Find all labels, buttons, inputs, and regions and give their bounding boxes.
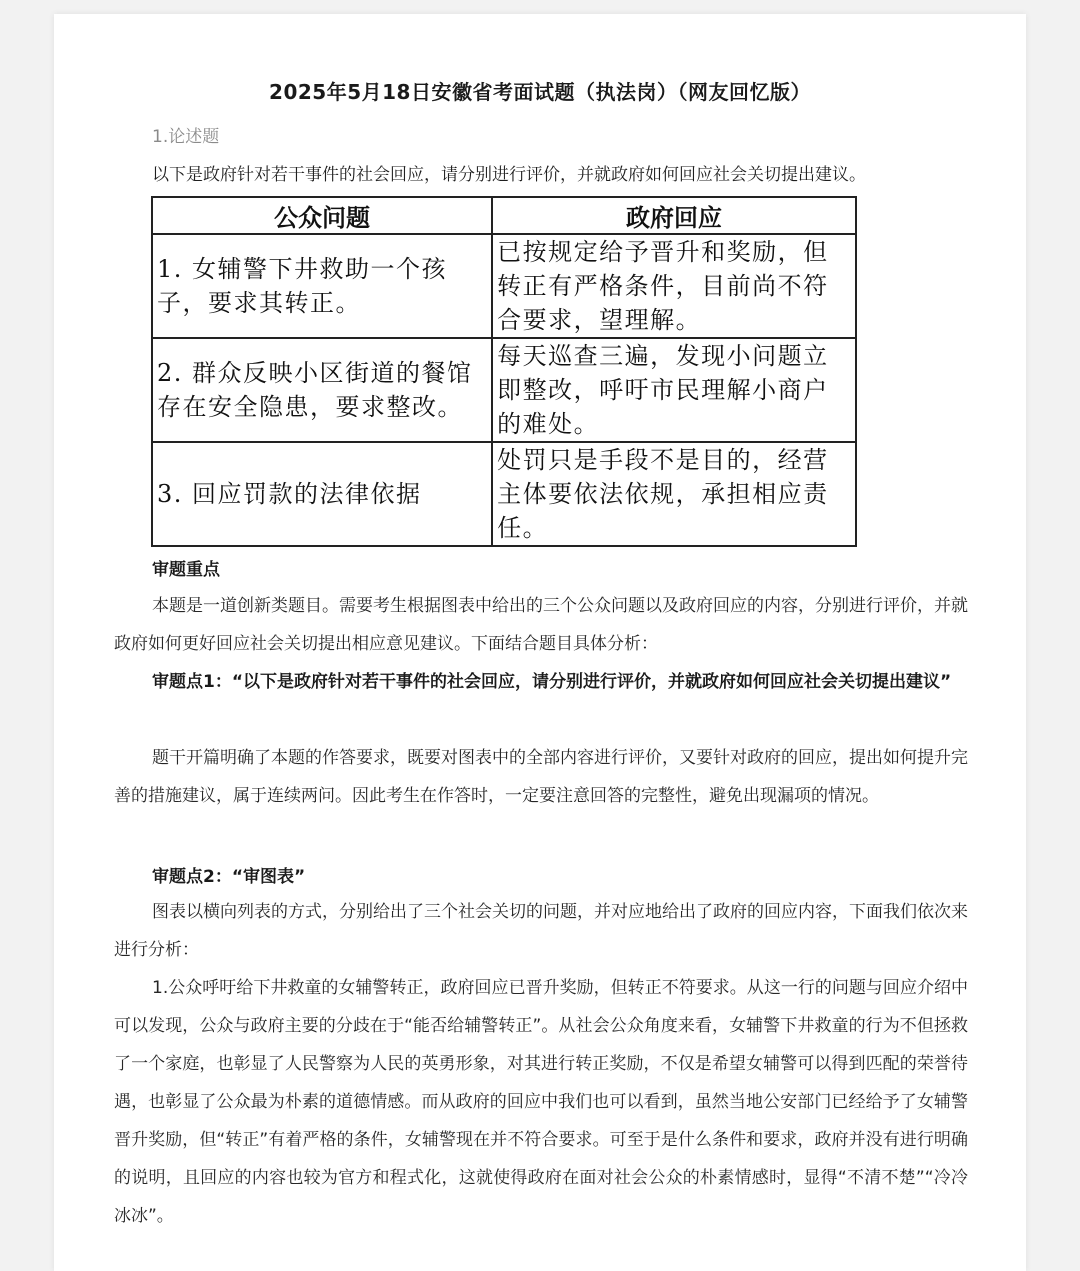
page-title: 2025年5月18日安徽省考面试题（执法岗）（网友回忆版） xyxy=(269,80,811,104)
issue-cell: 1. 女辅警下井救助一个孩子，要求其转正。 xyxy=(152,234,492,338)
question-intro: 以下是政府针对若干事件的社会回应，请分别进行评价，并就政府如何回应社会关切提出建议。 xyxy=(152,165,866,185)
section-label: 1.论述题 xyxy=(152,127,220,147)
paragraph: 1.公众呼吁给下井救童的女辅警转正，政府回应已晋升奖励，但转正不符要求。从这一行的问题与回应介绍中可以发现，公众与政府主要的分歧在于“能否给辅警转正”。从社会公众角度来看，女辅警下井救童的行为不但拯救了一个家庭，也彰显了人民警察为人民的英勇形象，对其进行转正奖励，不仅是希望女辅警可以得到匹配的荣誉待遇，也彰显了公众最为朴素的道德情感。而从政府的回应中我们也可以看到，虽然当地公安部门已经给予了女辅警晋升奖励，但“转正”有着严格的条件，女辅警现在并不符合要求。可至于是什么条件和要求，政府并没有进行明确的说明，且回应的内容也较为官方和程式化，这就使得政府在面对社会公众的朴素情感时，显得“不清不楚”“冷冷冰冰”。 xyxy=(114,978,968,1226)
review-heading: 审题重点 xyxy=(152,560,220,580)
column-header-response: 政府回应 xyxy=(492,197,856,234)
review-point-2: 审题点2：“审图表” xyxy=(152,867,306,887)
review-point-1: 审题点1：“以下是政府针对若干事件的社会回应，请分别进行评价，并就政府如何回应社会关切提出建议” xyxy=(152,672,952,692)
table-row xyxy=(152,234,856,338)
paragraph: 题干开篇明确了本题的作答要求，既要对图表中的全部内容进行评价，又要针对政府的回应，提出如何提升完善的措施建议，属于连续两问。因此考生在作答时，一定要注意回答的完整性，避免出现漏项的情况。 xyxy=(114,748,968,806)
response-cell: 处罚只是手段不是目的，经营主体要依法依规，承担相应责任。 xyxy=(492,442,856,546)
question-table xyxy=(151,196,857,547)
table-row xyxy=(152,442,856,546)
column-header-issue: 公众问题 xyxy=(152,197,492,234)
response-cell: 每天巡查三遍，发现小问题立即整改，呼吁市民理解小商户的难处。 xyxy=(492,338,856,442)
table-header-row xyxy=(152,197,856,234)
paragraph: 图表以横向列表的方式，分别给出了三个社会关切的问题，并对应地给出了政府的回应内容，下面我们依次来进行分析： xyxy=(114,902,968,960)
issue-cell: 2. 群众反映小区街道的餐馆存在安全隐患，要求整改。 xyxy=(152,338,492,442)
document-page xyxy=(54,14,1026,1271)
issue-cell: 3. 回应罚款的法律依据 xyxy=(152,442,492,546)
table-row xyxy=(152,338,856,442)
response-cell: 已按规定给予晋升和奖励，但转正有严格条件，目前尚不符合要求，望理解。 xyxy=(492,234,856,338)
paragraph: 本题是一道创新类题目。需要考生根据图表中给出的三个公众问题以及政府回应的内容，分别进行评价，并就政府如何更好回应社会关切提出相应意见建议。下面结合题目具体分析： xyxy=(114,596,968,654)
